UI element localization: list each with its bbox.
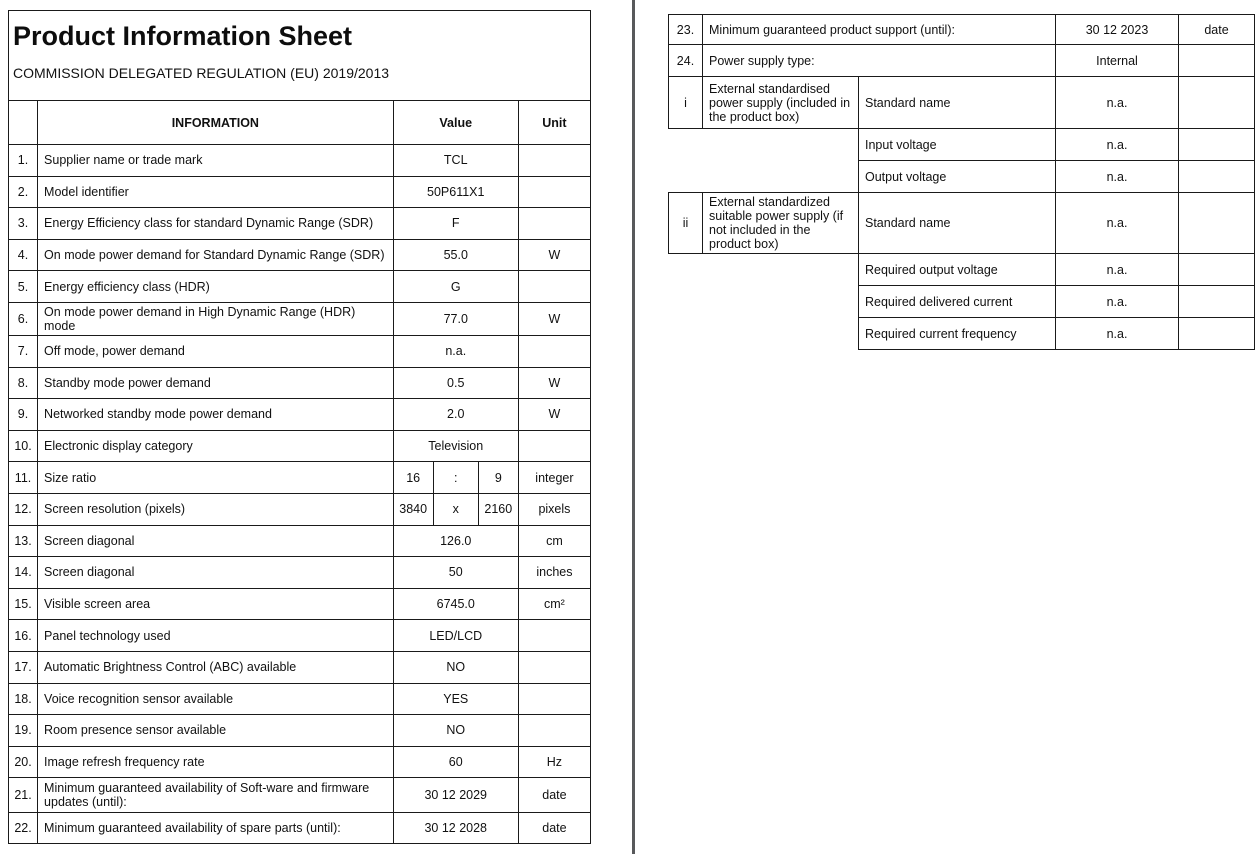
row-unit [1179,161,1255,193]
row-number: 5. [9,271,38,303]
row-label: Networked standby mode power demand [38,399,394,431]
row-label: Visible screen area [38,588,394,620]
row-value: LED/LCD [393,620,518,652]
page-title: Product Information Sheet [13,21,353,51]
row-number: 19. [9,715,38,747]
row-value: 0.5 [393,367,518,399]
row-number: 4. [9,239,38,271]
row-value-part1: 16 [393,462,433,494]
row-label: Off mode, power demand [38,335,394,367]
row-label: Image refresh frequency rate [38,746,394,778]
row-unit: W [518,239,590,271]
table-row [9,715,591,747]
header-information: INFORMATION [38,101,394,145]
row-number: 20. [9,746,38,778]
row-number: 3. [9,208,38,240]
row-number: 15. [9,588,38,620]
header-num-cell [9,101,38,145]
row-number: 14. [9,557,38,589]
empty-cell [669,254,703,286]
row-unit: Hz [518,746,590,778]
row-unit [518,620,590,652]
row-value: 77.0 [393,302,518,335]
row-value: n.a. [1056,193,1179,254]
row-number: 13. [9,525,38,557]
row-number: 2. [9,176,38,208]
table-row-screen-resolution [9,493,591,525]
row-value: 30 12 2029 [393,778,518,813]
table-row [9,145,591,177]
row-label: Standard name [859,193,1056,254]
row-unit [1179,77,1255,129]
row-number: 17. [9,651,38,683]
row-label: Model identifier [38,176,394,208]
table-row-size-ratio [9,462,591,494]
row-number: 6. [9,302,38,335]
row-unit [518,715,590,747]
empty-cell [669,161,703,193]
row-unit [1179,286,1255,318]
row-label: Standby mode power demand [38,367,394,399]
table-row [669,161,1255,193]
row-number: 24. [669,45,703,77]
row-value: G [393,271,518,303]
row-label: Standard name [859,77,1056,129]
row-unit [518,651,590,683]
row-value: F [393,208,518,240]
right-info-table [668,14,1255,350]
empty-cell [669,129,703,161]
row-value: NO [393,715,518,747]
left-panel [8,10,591,844]
row-unit: date [518,778,590,813]
table-row [9,302,591,335]
row-value: n.a. [1056,161,1179,193]
row-label: Input voltage [859,129,1056,161]
row-value: n.a. [1056,318,1179,350]
row-number: 1. [9,145,38,177]
row-label: Panel technology used [38,620,394,652]
row-number: ii [669,193,703,254]
row-unit: integer [518,462,590,494]
row-label: Screen diagonal [38,525,394,557]
row-number: 18. [9,683,38,715]
row-value: n.a. [1056,286,1179,318]
row-label: Automatic Brightness Control (ABC) available [38,651,394,683]
row-label: Required current frequency [859,318,1056,350]
row-unit: W [518,399,590,431]
row-label: Minimum guaranteed availability of spare parts (until): [38,813,394,844]
table-row [9,557,591,589]
row-label: Minimum guaranteed availability of Soft-ware and firmware updates (until): [38,778,394,813]
table-row [9,176,591,208]
row-value-part2: 2160 [478,493,518,525]
row-value-part1: 3840 [393,493,433,525]
table-row [669,15,1255,45]
row-label: Size ratio [38,462,394,494]
row-label: Power supply type: [703,45,1056,77]
row-unit: date [518,813,590,844]
row-unit [518,176,590,208]
header-unit: Unit [518,101,590,145]
group-label: External standardized suitable power supply (if not included in the product box) [703,193,859,254]
row-unit [1179,193,1255,254]
row-value-separator: : [433,462,478,494]
group-label: External standardised power supply (included in the product box) [703,77,859,129]
table-row [669,129,1255,161]
left-info-table [8,100,591,844]
row-label: Voice recognition sensor available [38,683,394,715]
row-number: 12. [9,493,38,525]
table-row [9,271,591,303]
table-row [669,286,1255,318]
row-value: NO [393,651,518,683]
row-unit [518,208,590,240]
row-unit: cm [518,525,590,557]
right-panel [668,14,1254,350]
page-divider [632,0,635,854]
row-value: n.a. [1056,254,1179,286]
row-unit: cm² [518,588,590,620]
row-value: 50 [393,557,518,589]
row-number: 23. [669,15,703,45]
table-row-group-i [669,77,1255,129]
table-row [9,399,591,431]
row-unit: inches [518,557,590,589]
row-label: Minimum guaranteed product support (until): [703,15,1056,45]
row-value: YES [393,683,518,715]
row-value: Television [393,430,518,462]
table-row [9,683,591,715]
empty-cell [669,318,703,350]
table-row [9,620,591,652]
row-number: 21. [9,778,38,813]
row-unit [518,683,590,715]
row-number: 7. [9,335,38,367]
row-label: Supplier name or trade mark [38,145,394,177]
row-value: 60 [393,746,518,778]
row-unit: W [518,367,590,399]
row-value: n.a. [1056,77,1179,129]
table-row [9,588,591,620]
table-row-group-ii [669,193,1255,254]
empty-cell [703,129,859,161]
row-value: n.a. [1056,129,1179,161]
row-value: 30 12 2028 [393,813,518,844]
row-label: Screen diagonal [38,557,394,589]
empty-cell [703,318,859,350]
page-subtitle: COMMISSION DELEGATED REGULATION (EU) 2019/2013 [13,65,390,81]
row-number: i [669,77,703,129]
row-value-part2: 9 [478,462,518,494]
row-unit [518,271,590,303]
empty-cell [703,286,859,318]
table-row [9,813,591,844]
table-row [9,651,591,683]
row-unit [518,335,590,367]
row-label: Required output voltage [859,254,1056,286]
table-row [9,430,591,462]
title-block [8,10,591,100]
row-label: Required delivered current [859,286,1056,318]
row-number: 9. [9,399,38,431]
table-row [9,335,591,367]
row-label: Room presence sensor available [38,715,394,747]
row-value: 6745.0 [393,588,518,620]
row-label: On mode power demand in High Dynamic Range (HDR) mode [38,302,394,335]
table-row [9,367,591,399]
row-value: Internal [1056,45,1179,77]
empty-cell [703,254,859,286]
table-row [9,525,591,557]
row-label: Screen resolution (pixels) [38,493,394,525]
row-number: 8. [9,367,38,399]
table-row [669,254,1255,286]
header-value: Value [393,101,518,145]
row-unit: W [518,302,590,335]
row-label: Energy efficiency class (HDR) [38,271,394,303]
row-unit [1179,129,1255,161]
row-label: Electronic display category [38,430,394,462]
row-unit: pixels [518,493,590,525]
row-label: Energy Efficiency class for standard Dynamic Range (SDR) [38,208,394,240]
row-value: 55.0 [393,239,518,271]
row-label: On mode power demand for Standard Dynamic Range (SDR) [38,239,394,271]
row-value: 126.0 [393,525,518,557]
row-value: 30 12 2023 [1056,15,1179,45]
table-row [9,746,591,778]
row-value: n.a. [393,335,518,367]
row-unit [1179,45,1255,77]
row-value: 50P611X1 [393,176,518,208]
table-row [669,45,1255,77]
row-number: 11. [9,462,38,494]
row-unit [518,430,590,462]
row-number: 16. [9,620,38,652]
row-unit [1179,318,1255,350]
row-value: TCL [393,145,518,177]
row-value: 2.0 [393,399,518,431]
row-label: Output voltage [859,161,1056,193]
row-unit [1179,254,1255,286]
row-unit: date [1179,15,1255,45]
table-row [669,318,1255,350]
table-header-row [9,101,591,145]
row-unit [518,145,590,177]
empty-cell [669,286,703,318]
row-number: 10. [9,430,38,462]
table-row [9,778,591,813]
row-number: 22. [9,813,38,844]
empty-cell [703,161,859,193]
row-value-separator: x [433,493,478,525]
table-row [9,239,591,271]
table-row [9,208,591,240]
